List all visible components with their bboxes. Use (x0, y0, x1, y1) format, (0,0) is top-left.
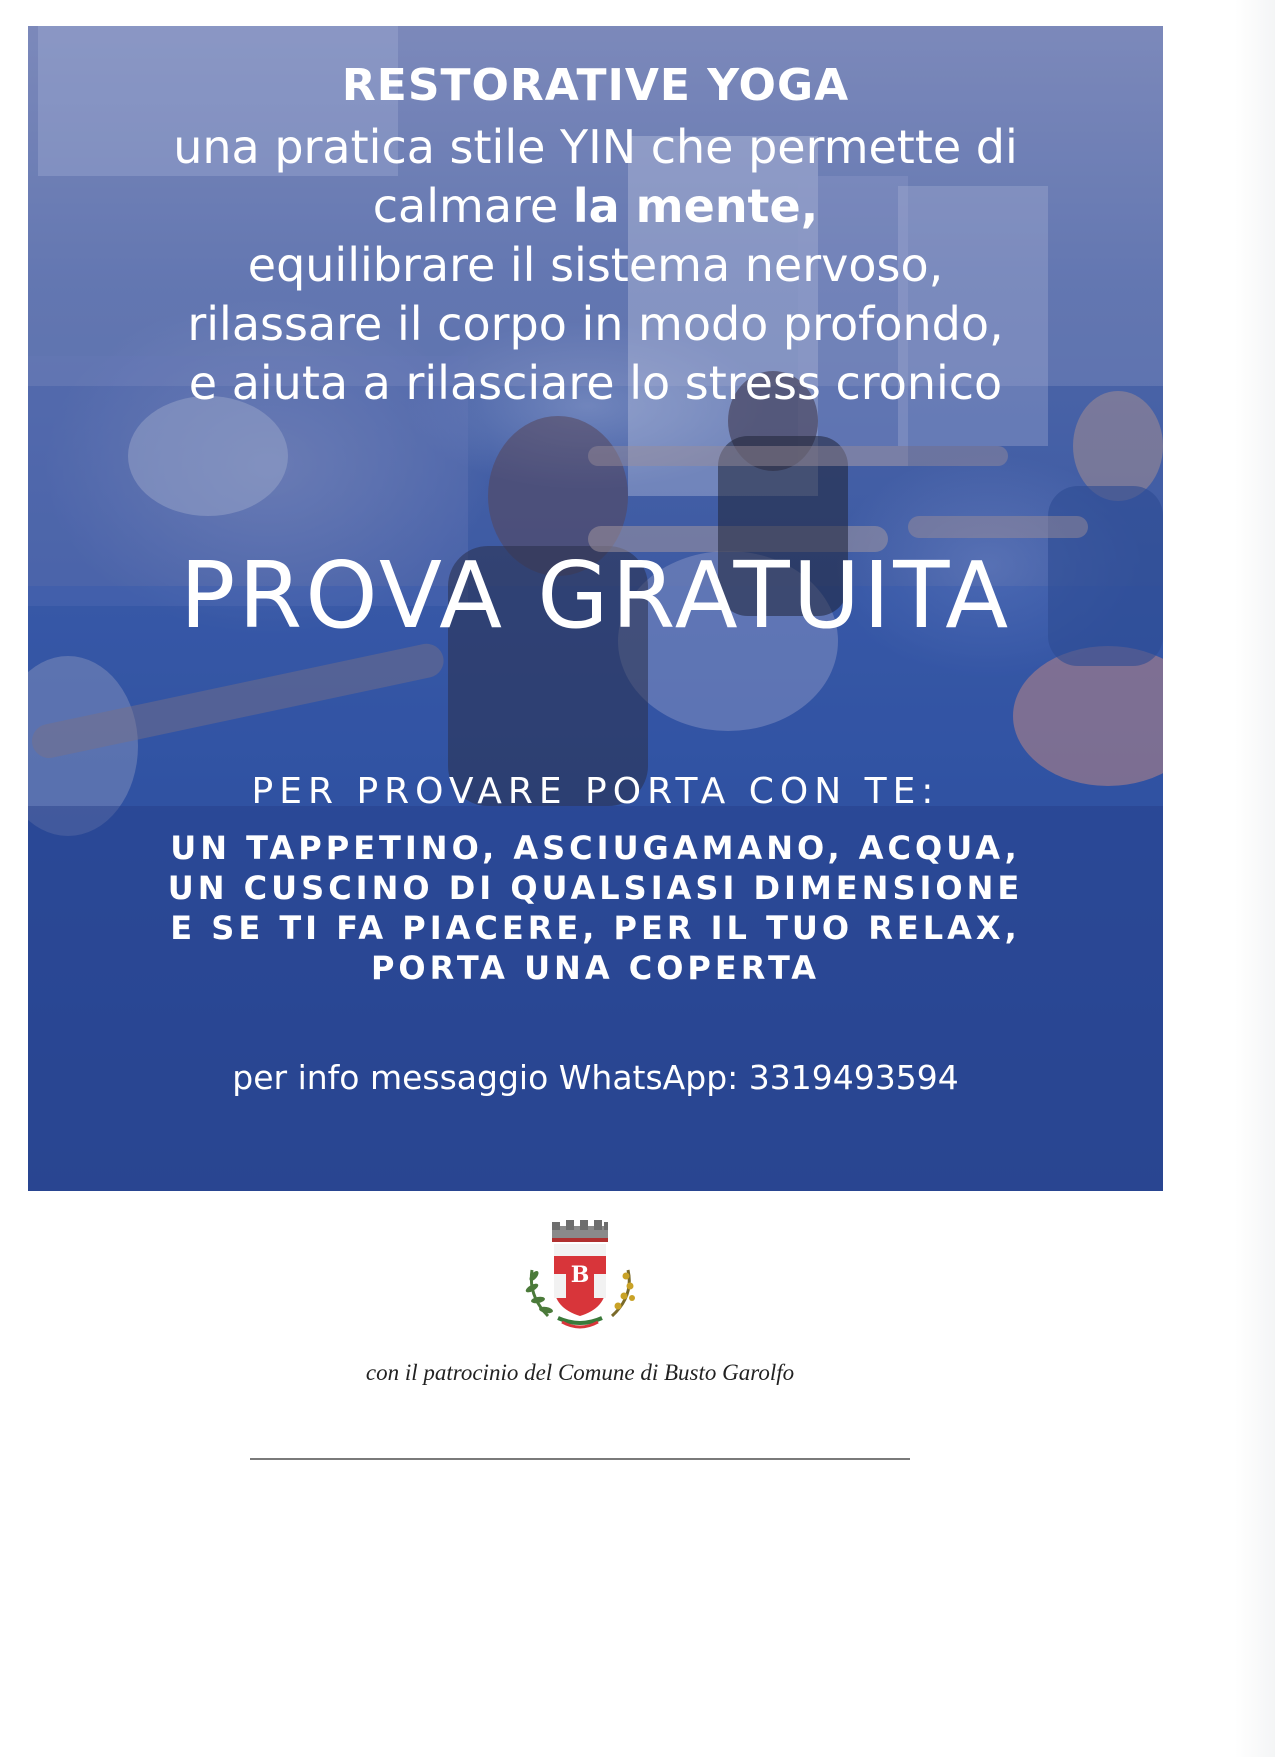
poster-intro (28, 118, 1163, 413)
bring-list-item: UN CUSCINO DI QUALSIASI DIMENSIONE (167, 869, 1024, 907)
scan-edge (1235, 0, 1275, 1757)
footer-divider (250, 1458, 910, 1460)
bring-list (28, 828, 1163, 988)
patronage-caption: con il patrocinio del Comune di Busto Garolfo (365, 1360, 795, 1385)
intro-line: rilassare il corpo in modo profondo, (187, 297, 1004, 351)
intro-emphasis: la mente, (572, 179, 819, 233)
intro-line: equilibrare il sistema nervoso, (247, 238, 944, 292)
intro-line: e aiuta a rilasciare lo stress cronico (188, 356, 1003, 410)
intro-line-part: calmare (372, 179, 573, 233)
municipal-coat-of-arms-icon (518, 1216, 642, 1340)
yoga-poster (28, 26, 1163, 1191)
poster-title: RESTORATIVE YOGA (341, 60, 850, 111)
bring-list-item: UN TAPPETINO, ASCIUGAMANO, ACQUA, (170, 829, 1021, 867)
bring-list-item: E SE TI FA PIACERE, PER IL TUO RELAX, (170, 909, 1021, 947)
bring-list-heading: PER PROVARE PORTA CON TE: (251, 771, 940, 812)
intro-line (28, 177, 1163, 236)
intro-line: una pratica stile YIN che permette di (173, 120, 1018, 174)
free-trial-headline: PROVA GRATUITA (179, 542, 1012, 649)
patronage-card (250, 1196, 910, 1461)
whatsapp-info: per info messaggio WhatsApp: 3319493594 (232, 1058, 959, 1097)
bring-list-item: PORTA UNA COPERTA (370, 949, 821, 987)
emblem-letter: B (570, 1262, 590, 1288)
